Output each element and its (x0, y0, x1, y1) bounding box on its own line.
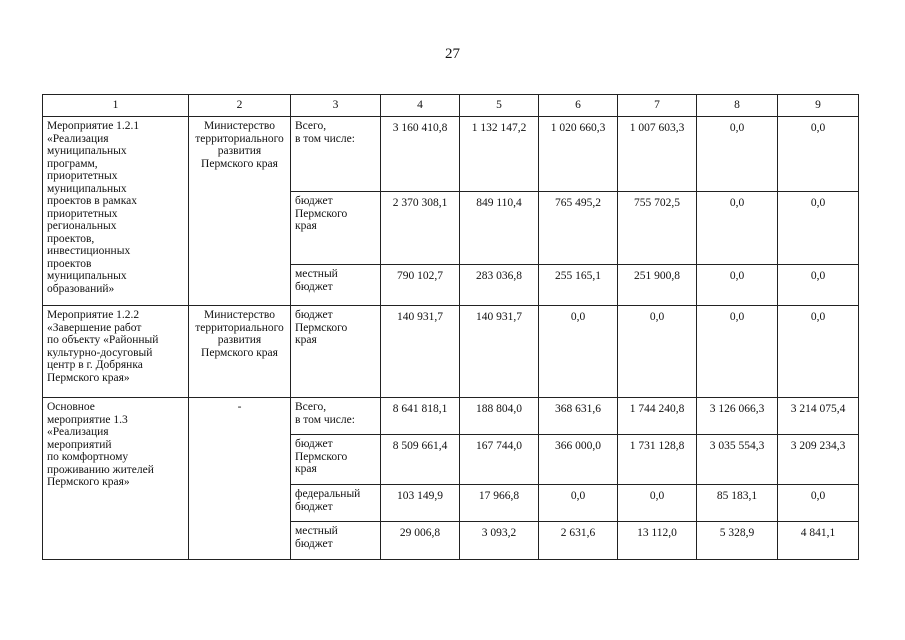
value-cell: 790 102,7 (381, 265, 460, 306)
value-cell: 0,0 (539, 306, 618, 398)
value-cell: 4 841,1 (778, 522, 859, 560)
funding-source-cell: бюджет Пермского края (291, 435, 381, 485)
funding-source-cell: местный бюджет (291, 522, 381, 560)
value-cell: 1 020 660,3 (539, 117, 618, 192)
value-cell: 85 183,1 (697, 485, 778, 522)
activity-name-cell: Мероприятие 1.2.1 «Реализация муниципальных программ, приоритетных муниципальных проектов в рамках приоритетных региональных проектов, инвестиционных проектов муниципальных образований» (43, 117, 189, 306)
value-cell: 366 000,0 (539, 435, 618, 485)
value-cell: 188 804,0 (460, 398, 539, 435)
column-header: 8 (697, 95, 778, 117)
table-row (43, 306, 859, 398)
page-number: 27 (445, 46, 460, 62)
value-cell: 0,0 (539, 485, 618, 522)
value-cell: 8 641 818,1 (381, 398, 460, 435)
value-cell: 0,0 (778, 192, 859, 265)
value-cell: 8 509 661,4 (381, 435, 460, 485)
value-cell: 0,0 (778, 485, 859, 522)
value-cell: 2 370 308,1 (381, 192, 460, 265)
value-cell: 755 702,5 (618, 192, 697, 265)
budget-table (42, 94, 859, 560)
value-cell: 140 931,7 (381, 306, 460, 398)
funding-source-cell: Всего, в том числе: (291, 398, 381, 435)
funding-source-cell: бюджет Пермского края (291, 192, 381, 265)
column-header: 7 (618, 95, 697, 117)
value-cell: 0,0 (778, 117, 859, 192)
value-cell: 1 132 147,2 (460, 117, 539, 192)
column-header: 6 (539, 95, 618, 117)
value-cell: 0,0 (778, 306, 859, 398)
value-cell: 2 631,6 (539, 522, 618, 560)
value-cell: 255 165,1 (539, 265, 618, 306)
funding-source-cell: федеральный бюджет (291, 485, 381, 522)
value-cell: 0,0 (618, 485, 697, 522)
value-cell: 3 214 075,4 (778, 398, 859, 435)
value-cell: 1 731 128,8 (618, 435, 697, 485)
executor-cell: Министерство территориального развития Пермского края (189, 306, 291, 398)
value-cell: 103 149,9 (381, 485, 460, 522)
value-cell: 3 126 066,3 (697, 398, 778, 435)
activity-name-cell: Мероприятие 1.2.2 «Завершение работ по объекту «Районный культурно-досуговый центр в г. Добрянка Пермского края» (43, 306, 189, 398)
value-cell: 1 744 240,8 (618, 398, 697, 435)
table-header-row (43, 95, 859, 117)
column-header: 5 (460, 95, 539, 117)
value-cell: 167 744,0 (460, 435, 539, 485)
value-cell: 0,0 (618, 306, 697, 398)
funding-source-cell: Всего, в том числе: (291, 117, 381, 192)
table-row (43, 398, 859, 435)
column-header: 4 (381, 95, 460, 117)
executor-cell: Министерство территориального развития Пермского края (189, 117, 291, 306)
value-cell: 13 112,0 (618, 522, 697, 560)
value-cell: 251 900,8 (618, 265, 697, 306)
value-cell: 765 495,2 (539, 192, 618, 265)
value-cell: 3 160 410,8 (381, 117, 460, 192)
table-row (43, 117, 859, 192)
value-cell: 17 966,8 (460, 485, 539, 522)
activity-name-cell: Основное мероприятие 1.3 «Реализация мероприятий по комфортному проживанию жителей Пермского края» (43, 398, 189, 560)
value-cell: 3 209 234,3 (778, 435, 859, 485)
column-header: 9 (778, 95, 859, 117)
value-cell: 283 036,8 (460, 265, 539, 306)
value-cell: 1 007 603,3 (618, 117, 697, 192)
value-cell: 29 006,8 (381, 522, 460, 560)
executor-cell: - (189, 398, 291, 560)
value-cell: 3 035 554,3 (697, 435, 778, 485)
value-cell: 140 931,7 (460, 306, 539, 398)
value-cell: 0,0 (697, 192, 778, 265)
value-cell: 849 110,4 (460, 192, 539, 265)
column-header: 3 (291, 95, 381, 117)
funding-source-cell: местный бюджет (291, 265, 381, 306)
value-cell: 0,0 (697, 306, 778, 398)
value-cell: 3 093,2 (460, 522, 539, 560)
value-cell: 5 328,9 (697, 522, 778, 560)
value-cell: 0,0 (778, 265, 859, 306)
column-header: 1 (43, 95, 189, 117)
column-header: 2 (189, 95, 291, 117)
funding-source-cell: бюджет Пермского края (291, 306, 381, 398)
value-cell: 368 631,6 (539, 398, 618, 435)
value-cell: 0,0 (697, 265, 778, 306)
value-cell: 0,0 (697, 117, 778, 192)
